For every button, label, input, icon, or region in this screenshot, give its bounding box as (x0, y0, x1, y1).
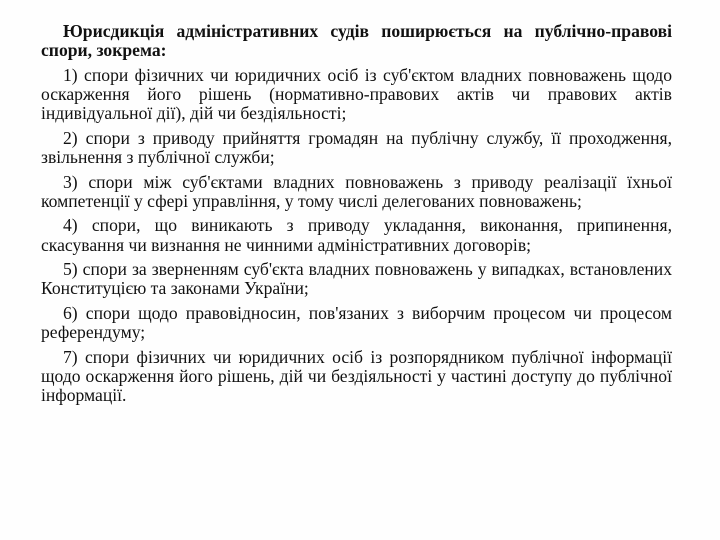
list-item-3: 3) спори між суб'єктами владних повноважень з приводу реалізації їхньої компетенції у сфері управління, у тому числі делегованих повноважень; (41, 171, 672, 211)
list-item-1: 1) спори фізичних чи юридичних осіб із суб'єктом владних повноважень щодо оскарження його рішень (нормативно-правових актів чи правових актів індивідуальної дії), дій чи бездіяльності; (41, 64, 672, 124)
document-body (41, 22, 672, 411)
document-heading: Юрисдикція адміністративних судів поширюється на публічно-правові спори, зокрема: (41, 21, 672, 61)
list-item-4: 4) спори, що виникають з приводу укладання, виконання, припинення, скасування чи визнання не чинними адміністративних договорів; (41, 215, 672, 255)
list-item-5: 5) спори за зверненням суб'єкта владних повноважень у випадках, встановлених Конституцією та законами України; (41, 259, 672, 299)
list-item-6: 6) спори щодо правовідносин, пов'язаних з виборчим процесом чи процесом референдуму; (41, 302, 672, 343)
list-item-7: 7) спори фізичних чи юридичних осіб із розпорядником публічної інформації щодо оскарження його рішень, дій чи бездіяльності у частині доступу до публічної інформації. (41, 346, 672, 406)
list-item-2: 2) спори з приводу прийняття громадян на публічну службу, її проходження, звільнення з публічної служби; (41, 127, 672, 167)
